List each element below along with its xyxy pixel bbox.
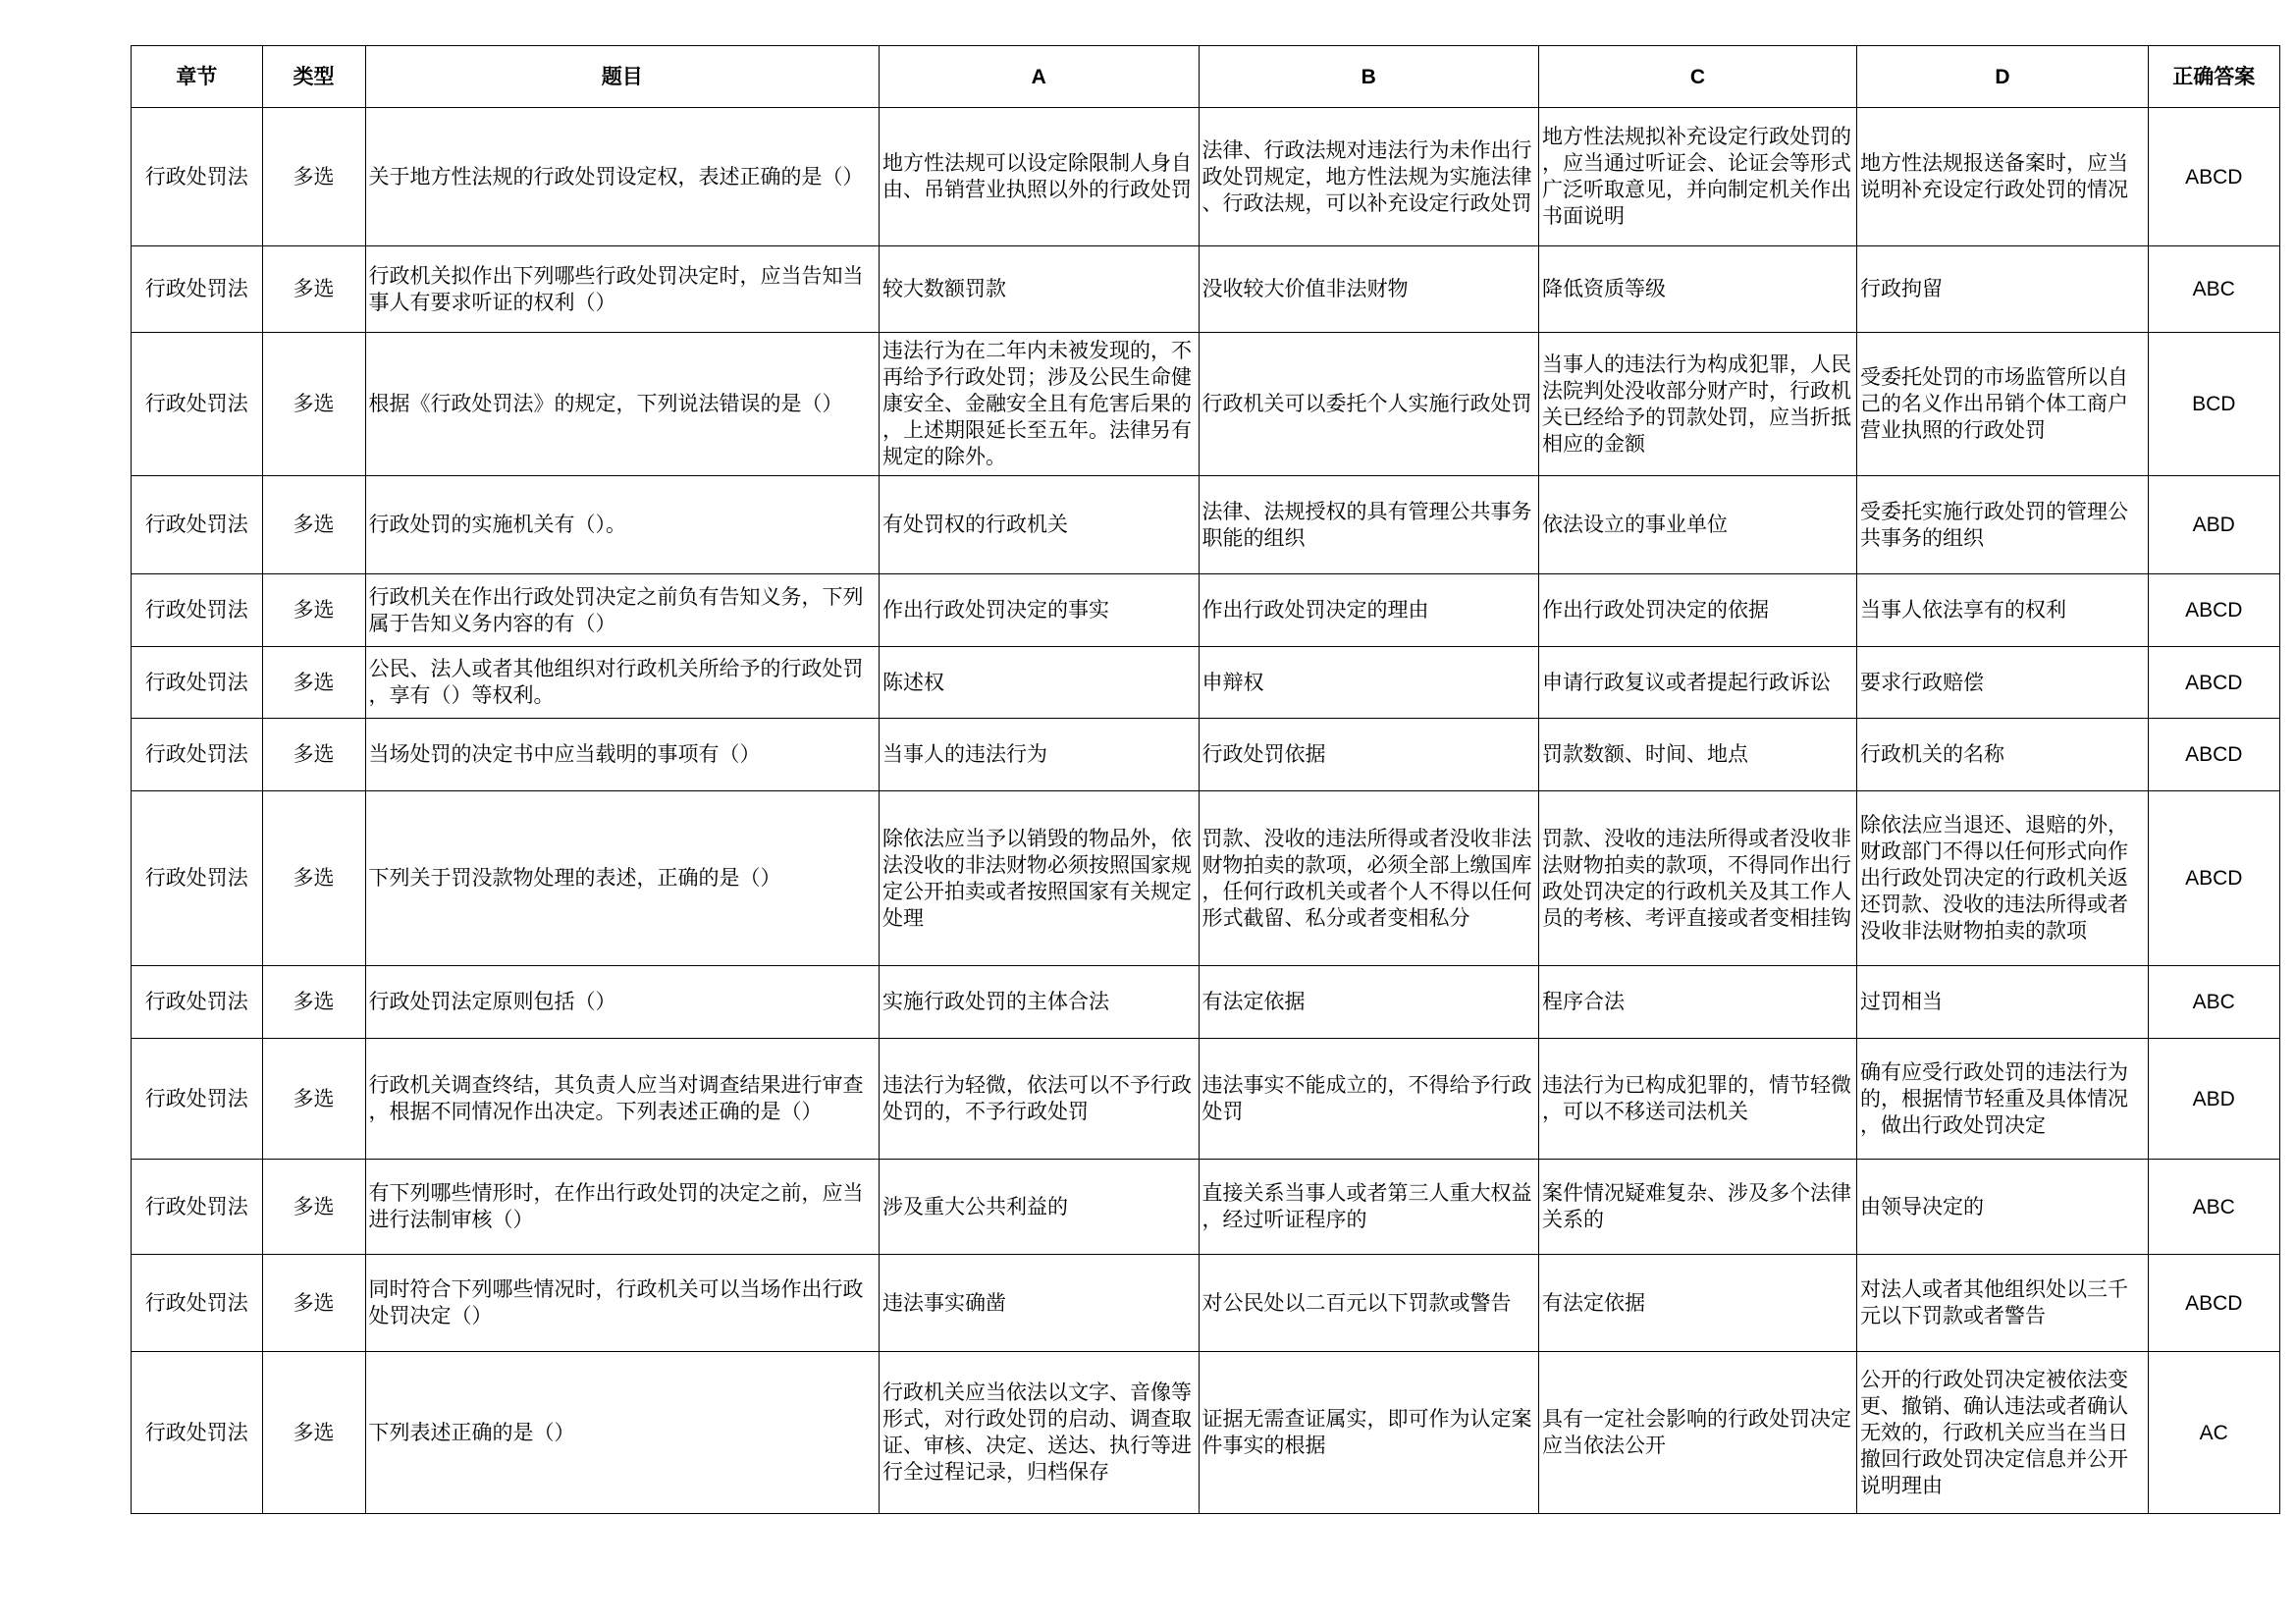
option-a-cell: 违法行为在二年内未被发现的，不再给予行政处罚；涉及公民生命健康安全、金融安全且有危害后果的，上述期限延长至五年。法律另有规定的除外。 [880,333,1200,476]
type-cell: 多选 [262,791,365,966]
option-d-cell: 由领导决定的 [1857,1160,2149,1255]
table-row [132,719,2280,791]
option-a-cell: 行政机关应当依法以文字、音像等形式，对行政处罚的启动、调查取证、审核、决定、送达、执行等进行全过程记录，归档保存 [880,1352,1200,1514]
answer-cell: ABCD [2149,647,2280,719]
option-d-cell: 受委托实施行政处罚的管理公共事务的组织 [1857,476,2149,574]
table-row [132,1352,2280,1514]
question-table [131,45,2280,1514]
question-cell: 行政处罚法定原则包括（） [365,966,880,1039]
chapter-cell: 行政处罚法 [132,966,263,1039]
option-c-cell: 罚款数额、时间、地点 [1539,719,1857,791]
option-b-cell: 法律、法规授权的具有管理公共事务职能的组织 [1199,476,1539,574]
answer-cell: ABCD [2149,574,2280,647]
option-a-cell: 违法行为轻微，依法可以不予行政处罚的，不予行政处罚 [880,1039,1200,1160]
type-cell: 多选 [262,333,365,476]
header-option-c: C [1539,46,1857,108]
header-type: 类型 [262,46,365,108]
option-d-cell: 行政拘留 [1857,246,2149,333]
answer-cell: ABCD [2149,791,2280,966]
option-b-cell: 证据无需查证属实，即可作为认定案件事实的根据 [1199,1352,1539,1514]
chapter-cell: 行政处罚法 [132,1160,263,1255]
option-c-cell: 具有一定社会影响的行政处罚决定应当依法公开 [1539,1352,1857,1514]
option-a-cell: 违法事实确凿 [880,1255,1200,1352]
answer-cell: ABC [2149,1160,2280,1255]
option-d-cell: 确有应受行政处罚的违法行为的，根据情节轻重及具体情况，做出行政处罚决定 [1857,1039,2149,1160]
table-row [132,966,2280,1039]
header-question: 题目 [365,46,880,108]
option-a-cell: 涉及重大公共利益的 [880,1160,1200,1255]
type-cell: 多选 [262,719,365,791]
chapter-cell: 行政处罚法 [132,246,263,333]
chapter-cell: 行政处罚法 [132,791,263,966]
answer-cell: ABC [2149,246,2280,333]
type-cell: 多选 [262,1352,365,1514]
option-b-cell: 对公民处以二百元以下罚款或警告 [1199,1255,1539,1352]
chapter-cell: 行政处罚法 [132,333,263,476]
answer-cell: BCD [2149,333,2280,476]
option-b-cell: 直接关系当事人或者第三人重大权益，经过听证程序的 [1199,1160,1539,1255]
question-cell: 下列关于罚没款物处理的表述，正确的是（） [365,791,880,966]
option-d-cell: 当事人依法享有的权利 [1857,574,2149,647]
header-row [132,46,2280,108]
chapter-cell: 行政处罚法 [132,1352,263,1514]
table-row [132,246,2280,333]
option-a-cell: 作出行政处罚决定的事实 [880,574,1200,647]
header-option-b: B [1199,46,1539,108]
answer-cell: ABCD [2149,1255,2280,1352]
question-cell: 同时符合下列哪些情况时，行政机关可以当场作出行政处罚决定（） [365,1255,880,1352]
option-a-cell: 较大数额罚款 [880,246,1200,333]
answer-cell: ABCD [2149,719,2280,791]
chapter-cell: 行政处罚法 [132,108,263,246]
type-cell: 多选 [262,966,365,1039]
answer-cell: ABC [2149,966,2280,1039]
option-d-cell: 要求行政赔偿 [1857,647,2149,719]
chapter-cell: 行政处罚法 [132,476,263,574]
table-row [132,1160,2280,1255]
question-cell: 有下列哪些情形时，在作出行政处罚的决定之前，应当进行法制审核（） [365,1160,880,1255]
option-a-cell: 除依法应当予以销毁的物品外，依法没收的非法财物必须按照国家规定公开拍卖或者按照国家有关规定处理 [880,791,1200,966]
table-row [132,1039,2280,1160]
table-row [132,108,2280,246]
question-cell: 当场处罚的决定书中应当载明的事项有（） [365,719,880,791]
chapter-cell: 行政处罚法 [132,719,263,791]
option-b-cell: 罚款、没收的违法所得或者没收非法财物拍卖的款项，必须全部上缴国库，任何行政机关或者个人不得以任何形式截留、私分或者变相私分 [1199,791,1539,966]
header-answer: 正确答案 [2149,46,2280,108]
option-a-cell: 实施行政处罚的主体合法 [880,966,1200,1039]
answer-cell: ABCD [2149,108,2280,246]
option-a-cell: 当事人的违法行为 [880,719,1200,791]
option-b-cell: 行政机关可以委托个人实施行政处罚 [1199,333,1539,476]
table-row [132,1255,2280,1352]
option-a-cell: 有处罚权的行政机关 [880,476,1200,574]
option-c-cell: 依法设立的事业单位 [1539,476,1857,574]
option-d-cell: 除依法应当退还、退赔的外，财政部门不得以任何形式向作出行政处罚决定的行政机关返还罚款、没收的违法所得或者没收非法财物拍卖的款项 [1857,791,2149,966]
type-cell: 多选 [262,1039,365,1160]
type-cell: 多选 [262,1160,365,1255]
header-option-d: D [1857,46,2149,108]
option-c-cell: 案件情况疑难复杂、涉及多个法律关系的 [1539,1160,1857,1255]
option-d-cell: 行政机关的名称 [1857,719,2149,791]
chapter-cell: 行政处罚法 [132,647,263,719]
option-c-cell: 当事人的违法行为构成犯罪，人民法院判处没收部分财产时，行政机关已经给予的罚款处罚，应当折抵相应的金额 [1539,333,1857,476]
option-b-cell: 违法事实不能成立的，不得给予行政处罚 [1199,1039,1539,1160]
option-b-cell: 申辩权 [1199,647,1539,719]
type-cell: 多选 [262,647,365,719]
question-cell: 公民、法人或者其他组织对行政机关所给予的行政处罚，享有（）等权利。 [365,647,880,719]
option-b-cell: 有法定依据 [1199,966,1539,1039]
question-cell: 行政机关拟作出下列哪些行政处罚决定时，应当告知当事人有要求听证的权利（） [365,246,880,333]
option-c-cell: 程序合法 [1539,966,1857,1039]
question-cell: 行政机关在作出行政处罚决定之前负有告知义务，下列属于告知义务内容的有（） [365,574,880,647]
table-row [132,476,2280,574]
question-cell: 下列表述正确的是（） [365,1352,880,1514]
chapter-cell: 行政处罚法 [132,1255,263,1352]
option-b-cell: 行政处罚依据 [1199,719,1539,791]
type-cell: 多选 [262,108,365,246]
chapter-cell: 行政处罚法 [132,574,263,647]
option-d-cell: 过罚相当 [1857,966,2149,1039]
type-cell: 多选 [262,574,365,647]
answer-cell: AC [2149,1352,2280,1514]
table-row [132,647,2280,719]
answer-cell: ABD [2149,1039,2280,1160]
option-d-cell: 公开的行政处罚决定被依法变更、撤销、确认违法或者确认无效的，行政机关应当在当日撤回行政处罚决定信息并公开说明理由 [1857,1352,2149,1514]
table-row [132,333,2280,476]
header-chapter: 章节 [132,46,263,108]
option-b-cell: 没收较大价值非法财物 [1199,246,1539,333]
question-cell: 行政机关调查终结，其负责人应当对调查结果进行审查，根据不同情况作出决定。下列表述正确的是（） [365,1039,880,1160]
option-b-cell: 作出行政处罚决定的理由 [1199,574,1539,647]
option-c-cell: 地方性法规拟补充设定行政处罚的，应当通过听证会、论证会等形式广泛听取意见，并向制定机关作出书面说明 [1539,108,1857,246]
type-cell: 多选 [262,246,365,333]
option-d-cell: 受委托处罚的市场监管所以自己的名义作出吊销个体工商户营业执照的行政处罚 [1857,333,2149,476]
chapter-cell: 行政处罚法 [132,1039,263,1160]
question-cell: 关于地方性法规的行政处罚设定权，表述正确的是（） [365,108,880,246]
answer-cell: ABD [2149,476,2280,574]
question-cell: 根据《行政处罚法》的规定，下列说法错误的是（） [365,333,880,476]
option-d-cell: 对法人或者其他组织处以三千元以下罚款或者警告 [1857,1255,2149,1352]
question-cell: 行政处罚的实施机关有（）。 [365,476,880,574]
option-c-cell: 罚款、没收的违法所得或者没收非法财物拍卖的款项，不得同作出行政处罚决定的行政机关及其工作人员的考核、考评直接或者变相挂钩 [1539,791,1857,966]
option-c-cell: 作出行政处罚决定的依据 [1539,574,1857,647]
table-row [132,791,2280,966]
header-option-a: A [880,46,1200,108]
option-c-cell: 违法行为已构成犯罪的，情节轻微，可以不移送司法机关 [1539,1039,1857,1160]
option-c-cell: 降低资质等级 [1539,246,1857,333]
option-d-cell: 地方性法规报送备案时，应当说明补充设定行政处罚的情况 [1857,108,2149,246]
option-c-cell: 申请行政复议或者提起行政诉讼 [1539,647,1857,719]
type-cell: 多选 [262,476,365,574]
type-cell: 多选 [262,1255,365,1352]
option-b-cell: 法律、行政法规对违法行为未作出行政处罚规定，地方性法规为实施法律、行政法规，可以补充设定行政处罚 [1199,108,1539,246]
option-c-cell: 有法定依据 [1539,1255,1857,1352]
option-a-cell: 陈述权 [880,647,1200,719]
option-a-cell: 地方性法规可以设定除限制人身自由、吊销营业执照以外的行政处罚 [880,108,1200,246]
table-row [132,574,2280,647]
